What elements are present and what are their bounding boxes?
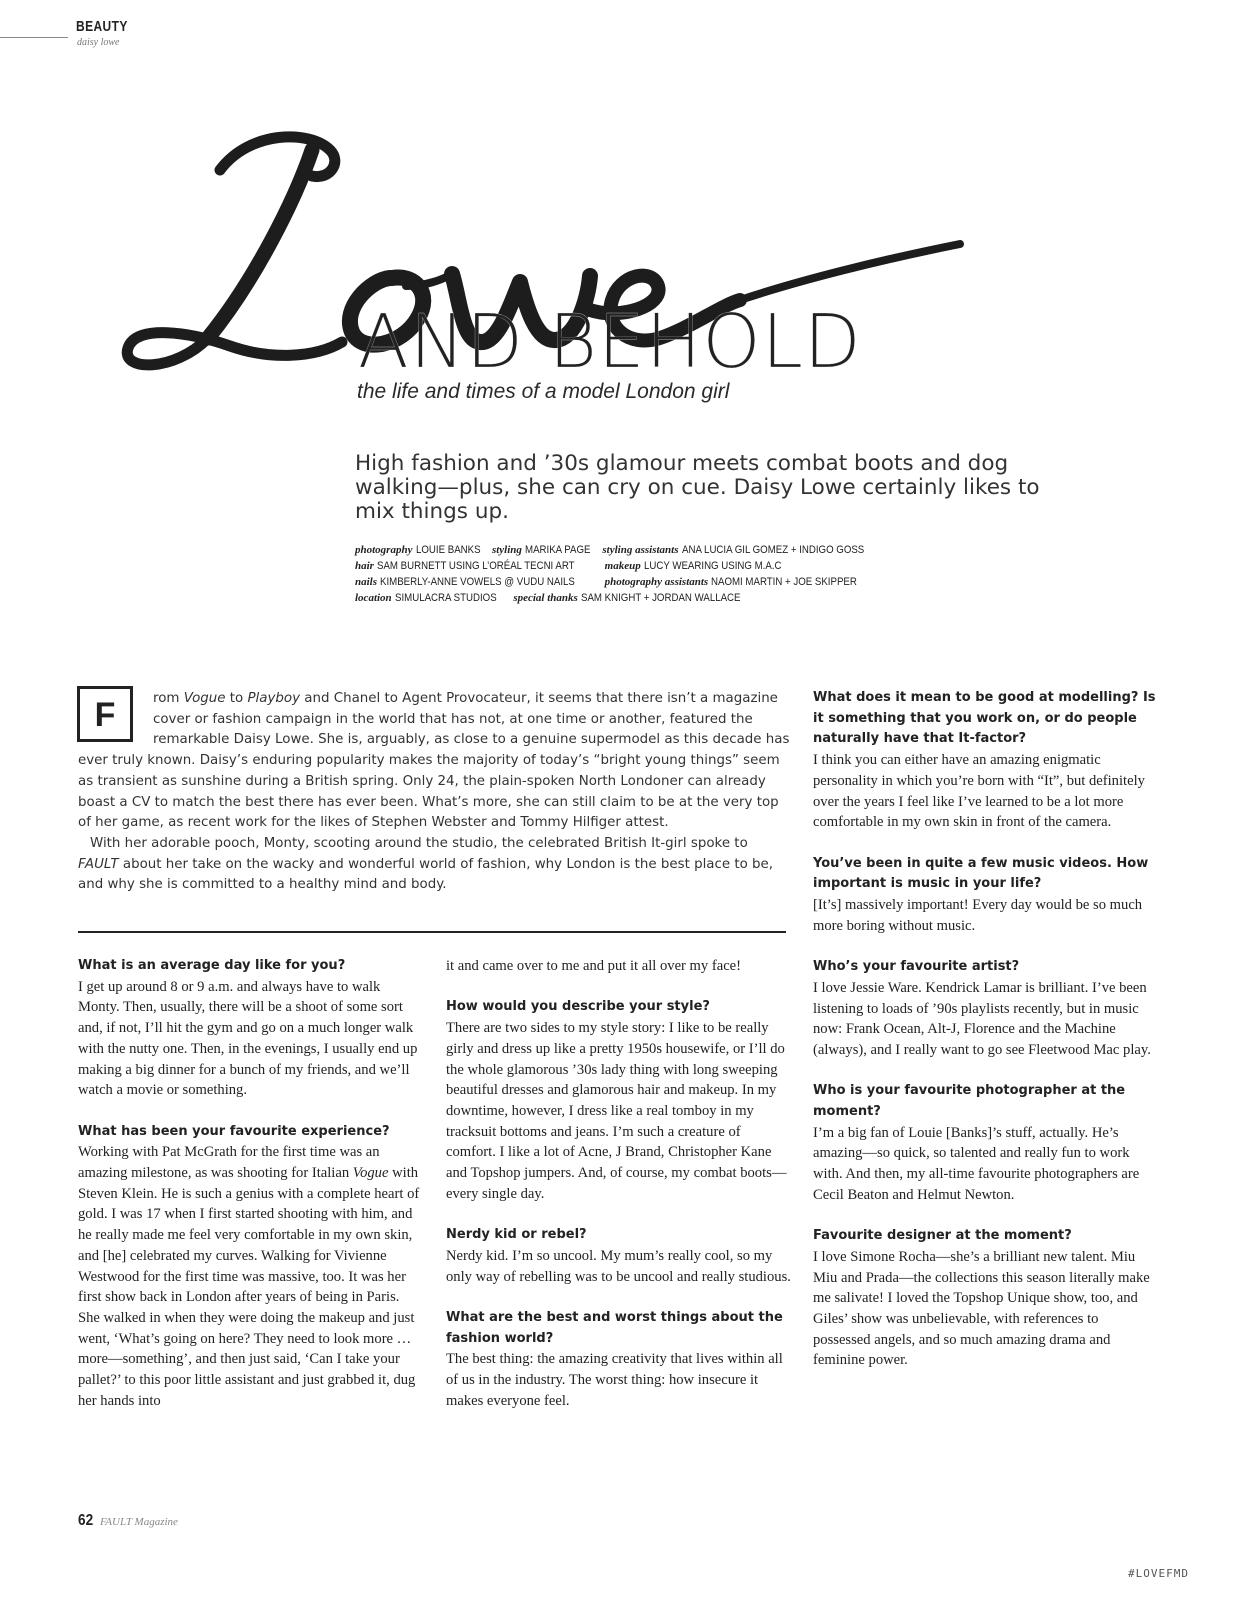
credit-role: location [355,592,392,604]
column-3 [813,688,1158,1392]
column-1 [78,956,423,1411]
credit-name: MARIKA PAGE [524,544,591,556]
question: What is an average day like for you? [78,958,346,973]
credit-role: hair [355,560,374,572]
section-label: BEAUTY [76,18,128,35]
answer: [It’s] massively important! Every day would be so much more boring without music. [813,897,1143,934]
magazine-name: FAULT Magazine [100,1516,178,1528]
credit-role: styling [491,544,522,556]
answer: Nerdy kid. I’m so uncool. My mum’s really cool, so my only way of rebelling was to be uncool and really studious. [446,1247,791,1285]
credit-name: SAM BURNETT USING L’ORÉAL TECNI ART [377,560,575,572]
question: What does it mean to be good at modelling? Is it something that you work on, or do people naturally have that It-factor? [813,690,1156,747]
credit-name: ANA LUCIA GIL GOMEZ + INDIGO GOSS [681,544,864,556]
answer: The best thing: the amazing creativity that lives within all of us in the industry. The worst thing: how insecure it makes everyone feel. [446,1351,783,1409]
watermark: #LOVEFMD [1128,1567,1189,1580]
credit-name: LUCY WEARING USING M.A.C [643,560,782,572]
answer: There are two sides to my style story: I like to be really girly and dress up like a pretty 1950s housewife, or I’ll do the whole glamorous ’30s lady thing with long sweeping beautiful dresses and glamorous hair and makeup. In my downtime, however, I dress like a real tomboy in my tracksuit bottoms and jeans. I’m such a creature of comfort. I like a lot of Acne, J Brand, Christopher Kane and Topshop jumpers. And, of course, my combat boots—every single day. [446,1020,787,1202]
question: Favourite designer at the moment? [813,1228,1072,1244]
credit-role: photography [355,544,413,556]
credit-role: styling assistants [602,544,679,556]
section-subject: daisy lowe [77,37,120,48]
question: How would you describe your style? [446,999,710,1015]
question: You’ve been in quite a few music videos. How important is music in your life? [813,855,1149,892]
credits-line [355,574,995,590]
intro-text [78,689,790,896]
header-rule [0,37,68,38]
answer: I love Simone Rocha—she’s a brilliant new talent. Miu Miu and Prada—the collections this season literally make me salivate! I loved the Topshop Unique show, too, and Giles’ show was unbelievable, with references to possessed angels, and so much amazing drama and feminine power. [813,1248,1150,1369]
intro-paragraph: With her adorable pooch, Monty, scooting around the studio, the celebrated British It-girl spoke to FAULT about her take on the wacky and wonderful world of fashion, why London is the best place to be, and why she is committed to a healthy mind and body. [78,835,774,893]
page-number: 62 [78,1512,94,1529]
question: Nerdy kid or rebel? [446,1227,587,1243]
question: Who is your favourite photographer at the moment? [813,1083,1126,1120]
answer: I get up around 8 or 9 a.m. and always have to walk Monty. Then, usually, there will be a shoot of some sort and, if not, I’ll hit the gym and go on a much longer walk with the nutty one. Then, in the evenings, I usually end up making a big dinner for a bunch of my friends, and we’ll watch a movie or something. [78,978,418,1099]
column-2 [446,956,791,1432]
question: Who’s your favourite artist? [813,959,1020,975]
credit-role: photography assistants [604,576,709,588]
credit-role: nails [355,576,378,588]
credit-name: KIMBERLY-ANNE VOWELS @ VUDU NAILS [380,576,575,588]
credit-name: SAM KNIGHT + JORDAN WALLACE [580,592,741,604]
answer: I think you can either have an amazing enigmatic personality in which you’re born with “It”, but definitely over the years I feel like I’ve learned to be a lot more comfortable in my own skin in front of the camera. [813,752,1145,831]
section-divider [78,931,786,933]
credit-role: makeup [604,560,641,572]
credits-block [355,542,995,606]
credit-name: NAOMI MARTIN + JOE SKIPPER [711,576,858,588]
answer-continued: it and came over to me and put it all over my face! [446,958,742,974]
headline: AND BEHOLD [358,299,862,385]
subtitle: the life and times of a model London girl [357,380,730,403]
answer: Working with Pat McGrath for the first time was an amazing milestone, as was shooting for Italian Vogue with Steven Klein. He is such a genius with a complete heart of gold. I was 17 when I first started shooting with him, and he really made me feel very comfortable in my own skin, and [he] celebrated my curves. Walking for Vivienne Westwood for the first time was massive, too. It was her first show back in London after years of being in Paris. She walked in when they were doing the makeup and just went, ‘What’s going on here? They need to look more … more—something’, and then just said, ‘Can I take your pallet?’ to this poor little assistant and just grabbed it, dug her hands into [78,1144,420,1409]
credits-line [355,590,995,606]
credit-role: special thanks [513,592,578,604]
credit-name: SIMULACRA STUDIOS [394,592,497,604]
answer: I love Jessie Ware. Kendrick Lamar is brilliant. I’ve been listening to loads of ’90s playlists recently, but in music now: Frank Ocean, Alt-J, Florence and the Machine (always), and I really want to go see Fleetwood Mac play. [813,979,1151,1058]
standfirst: High fashion and ’30s glamour meets combat boots and dog walking—plus, she can cry on cue. Daisy Lowe certainly likes to mix things up. [355,451,1040,524]
intro-paragraph: rom Vogue to Playboy and Chanel to Agent Provocateur, it seems that there isn’t a magazine cover or fashion campaign in the world that has not, at one time or another, featured the remarkable Daisy Lowe. She is, arguably, as close to a genuine supermodel as this decade has ever truly known. Daisy’s enduring popularity makes the majority of today’s “bright young things” seem as transient as sunshine during a British spring. Only 24, the plain-spoken North Londoner can already boast a CV to match the best there has ever been. What’s more, she can still claim to be at the very top of her game, as recent work for the likes of Stephen Webster and Tommy Hilfiger attest. [78,691,790,831]
question: What has been your favourite experience? [78,1123,390,1139]
credits-line [355,542,995,558]
credit-name: LOUIE BANKS [415,544,481,556]
credits-line [355,558,995,574]
drop-cap: F [77,686,133,742]
answer: I’m a big fan of Louie [Banks]’s stuff, actually. He’s amazing—so quick, so talented and really fun to work with. And then, my all-time favourite photographers are Cecil Beaton and Helmut Newton. [813,1124,1140,1203]
question: What are the best and worst things about the fashion world? [446,1309,783,1346]
